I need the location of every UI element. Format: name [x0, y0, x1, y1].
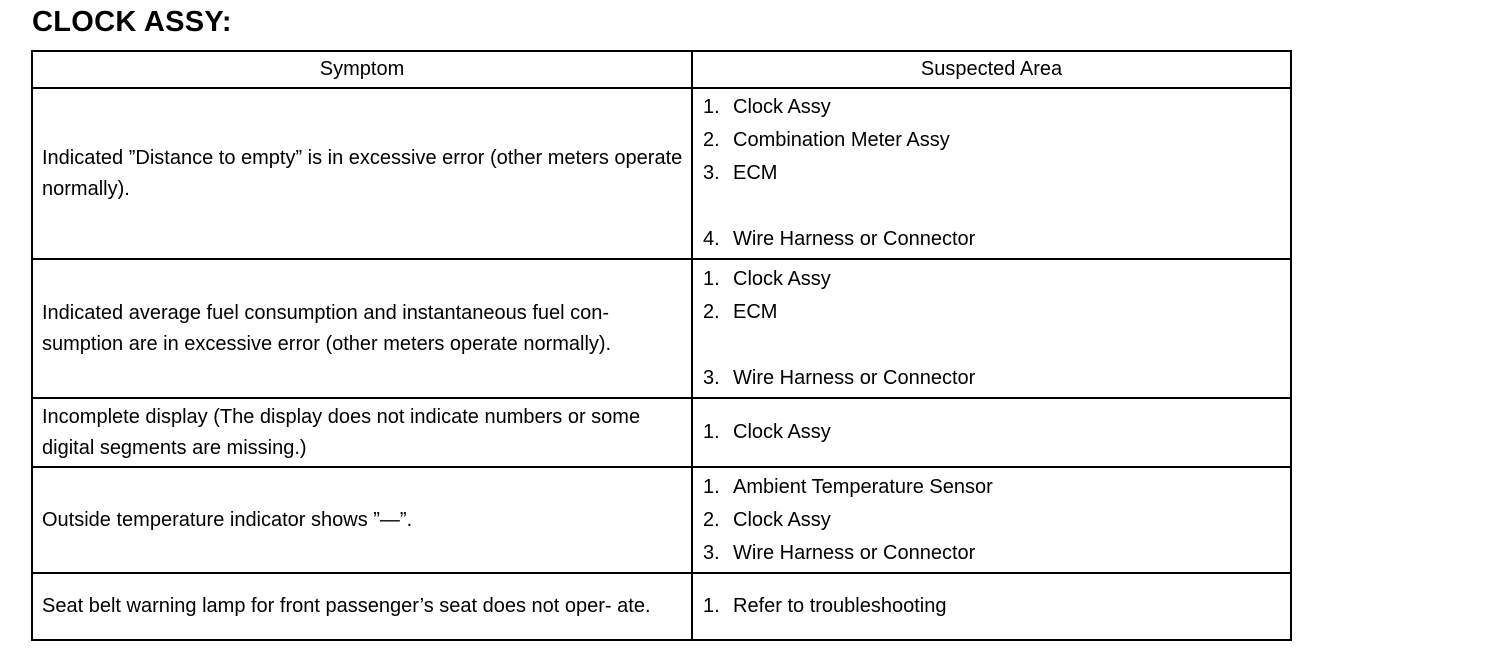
- page-title: CLOCK ASSY:: [32, 6, 232, 38]
- area-item: [703, 537, 1282, 570]
- symptom-column-header: Symptom: [32, 51, 692, 88]
- symptom-cell: Indicated average fuel consumption and instantaneous fuel con- sumption are in excessive error (other meters operate normally).: [32, 259, 692, 398]
- item-number: 1.: [703, 267, 720, 290]
- suspected-area-cell: [692, 398, 1291, 467]
- area-item: [703, 296, 1282, 329]
- area-item: [703, 590, 1282, 623]
- symptom-cell: Outside temperature indicator shows ”—”.: [32, 467, 692, 573]
- item-text: Wire Harness or Connector: [733, 228, 976, 250]
- suspected-area-cell: [692, 467, 1291, 573]
- item-number: 4.: [703, 228, 720, 250]
- item-number: 3.: [703, 541, 720, 564]
- item-number: 1.: [703, 421, 720, 443]
- suspected-area-column-header: Suspected Area: [692, 51, 1291, 88]
- item-number: 3.: [703, 366, 720, 389]
- item-text: ECM: [733, 162, 778, 184]
- table-row: [32, 88, 1291, 259]
- area-item: [703, 362, 1282, 395]
- suspected-area-cell: [692, 259, 1291, 398]
- troubleshooting-table: [31, 50, 1292, 641]
- symptom-cell: Incomplete display (The display does not indicate numbers or some digital segments are missing.): [32, 398, 692, 467]
- area-item: [703, 504, 1282, 537]
- item-number: 2.: [703, 508, 720, 531]
- suspected-area-cell: [692, 88, 1291, 259]
- area-item: [703, 223, 1282, 256]
- item-number: 2.: [703, 129, 720, 151]
- table-row: [32, 467, 1291, 573]
- item-number: 2.: [703, 300, 720, 323]
- item-text: Clock Assy: [733, 508, 831, 531]
- item-text: Clock Assy: [733, 421, 831, 443]
- table-row: [32, 398, 1291, 467]
- item-text: ECM: [733, 300, 778, 323]
- area-item: [703, 416, 1282, 449]
- area-item: [703, 124, 1282, 157]
- table-header-row: [32, 51, 1291, 88]
- item-number: 1.: [703, 595, 720, 617]
- area-item: [703, 91, 1282, 124]
- symptom-cell: Indicated ”Distance to empty” is in excessive error (other meters operate normally).: [32, 88, 692, 259]
- table-row: [32, 259, 1291, 398]
- symptom-cell: Seat belt warning lamp for front passenger’s seat does not oper- ate.: [32, 573, 692, 640]
- item-text: Combination Meter Assy: [733, 129, 950, 151]
- table-row: [32, 573, 1291, 640]
- item-text: Wire Harness or Connector: [733, 541, 976, 564]
- item-number: 3.: [703, 162, 720, 184]
- item-text: Ambient Temperature Sensor: [733, 475, 993, 498]
- item-text: Clock Assy: [733, 267, 831, 290]
- item-number: 1.: [703, 475, 720, 498]
- item-text: Refer to troubleshooting: [733, 595, 947, 617]
- area-item: [703, 157, 1282, 190]
- item-number: 1.: [703, 96, 720, 118]
- suspected-area-cell: [692, 573, 1291, 640]
- area-item: [703, 471, 1282, 504]
- area-item: [703, 263, 1282, 296]
- item-text: Clock Assy: [733, 96, 831, 118]
- item-text: Wire Harness or Connector: [733, 366, 976, 389]
